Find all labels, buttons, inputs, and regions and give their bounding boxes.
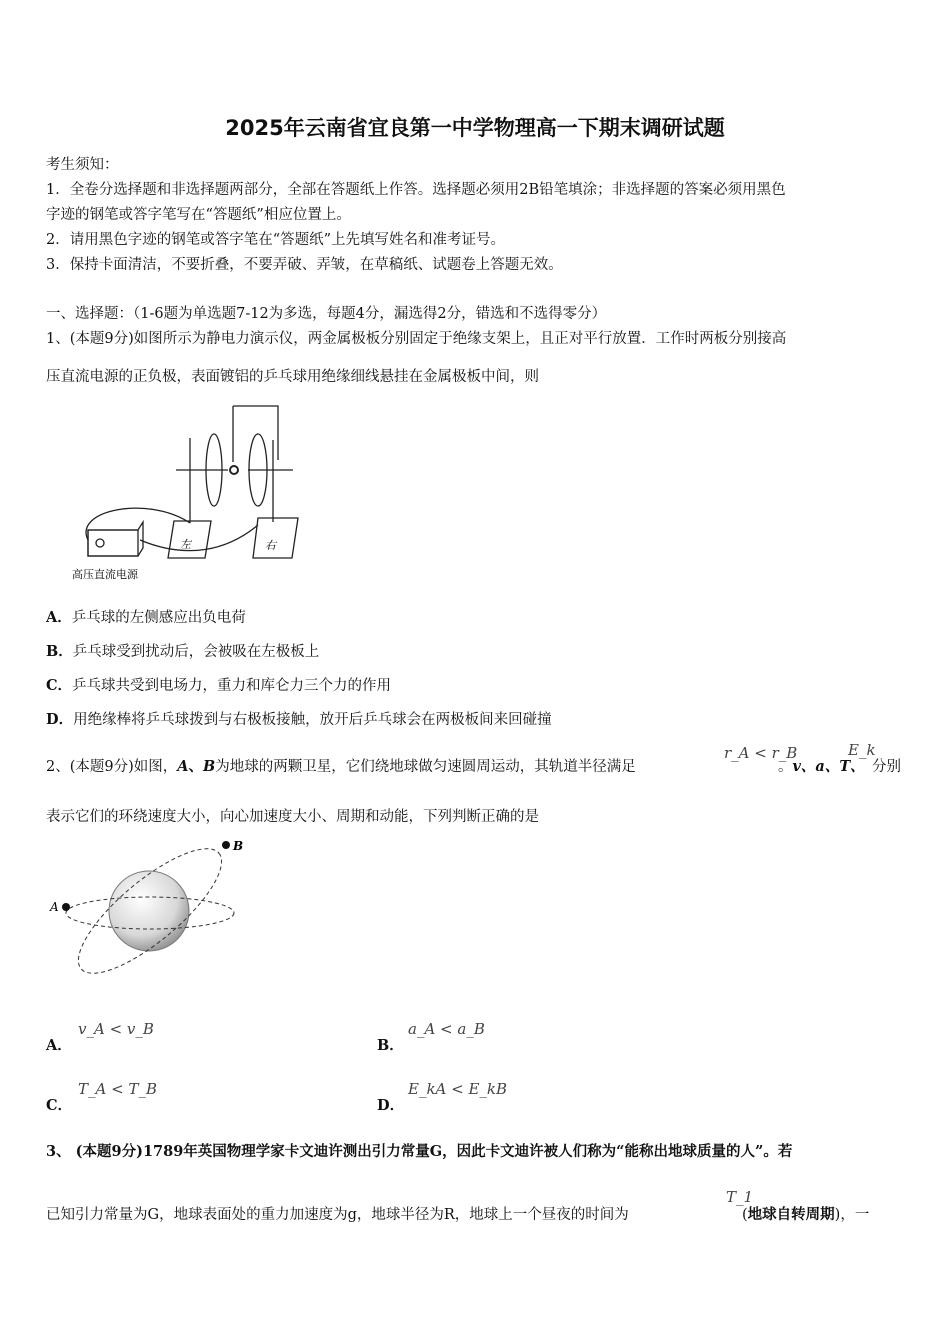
page-title: 2025年云南省宜良第一中学物理高一下期末调研试题 — [225, 116, 725, 140]
q1-option-a-key: A． — [46, 609, 72, 626]
q1-option-b-text: 乒乓球受到扰动后，会被吸在左极板上 — [72, 644, 320, 660]
q2-prefix: 2、(本题9分)如图， — [46, 759, 178, 775]
q2-option-c-formula: T_A < T_B — [78, 1080, 157, 1098]
q1-option-d-key: D． — [46, 711, 74, 728]
notice-item-3: 3．保持卡面清洁，不要折叠，不要弄破、弄皱，在草稿纸、试题卷上答题无效。 — [46, 257, 563, 273]
q1-option-c[interactable] — [46, 674, 391, 695]
electrostatic-demo-figure — [68, 400, 308, 585]
q2-b-var: B — [203, 758, 216, 775]
satellite-b-dot — [222, 841, 230, 849]
q2-period: 。 — [778, 759, 793, 775]
q2-vars: v、a、T、 — [792, 758, 865, 775]
q2-option-d[interactable] — [377, 1094, 404, 1115]
left-plate-label: 左 — [180, 538, 191, 551]
notice-heading: 考生须知： — [46, 157, 119, 173]
satellite-b-label: B — [233, 839, 244, 853]
q2-option-a[interactable] — [46, 1034, 72, 1055]
q3-line2-mid: (地球自转周期)，一 — [742, 1206, 870, 1223]
section-heading: 一、选择题：（1-6题为单选题7-12为多选，每题4分，漏选得2分，错选和不选得零分） — [46, 306, 607, 322]
q3-rotation: 地球自转周期 — [747, 1206, 835, 1223]
q2-option-a-formula: v_A < v_B — [78, 1020, 154, 1038]
q1-option-a-text: 乒乓球的左侧感应出负电荷 — [71, 610, 246, 626]
q2-sep: 、 — [188, 758, 204, 775]
q3-line2-start: 已知引力常量为G，地球表面处的重力加速度为g，地球半径为R，地球上一个昼夜的时间为 — [46, 1207, 629, 1223]
electrostatic-demo-svg — [68, 400, 308, 585]
notice-item-1b: 字迹的钢笔或答字笔写在“答题纸”相应位置上。 — [46, 207, 351, 223]
q3-t1: T_1 — [726, 1188, 754, 1206]
notice-item-1a: 1．全卷分选择题和非选择题两部分，全部在答题纸上作答。选择题必须用2B铅笔填涂；非选择题的答案必须用黑色 — [46, 182, 786, 198]
power-caption: 高压直流电源 — [72, 568, 138, 581]
q1-line1: 1、(本题9分)如图所示为静电力演示仪，两金属极板分别固定于绝缘支架上，且正对平行放置．工作时两板分别接高 — [46, 331, 787, 347]
q2-condition: r_A < r_B — [724, 744, 798, 762]
q3-line1: 3、 (本题9分)1789年英国物理学家卡文迪许测出引力常量G，因此卡文迪许被人们称为“能称出地球质量的人”。若 — [46, 1143, 793, 1160]
q2-option-c-key: C． — [46, 1097, 73, 1114]
satellite-orbit-svg — [46, 835, 246, 985]
q2-tail: 分别 — [872, 759, 901, 775]
q2-option-b-formula: a_A < a_B — [408, 1020, 485, 1038]
q2-option-b[interactable] — [377, 1034, 404, 1055]
q1-option-b-key: B． — [46, 643, 73, 660]
q2-option-a-key: A． — [46, 1037, 72, 1054]
notice-item-2: 2．请用黑色字迹的钢笔或答字笔在“答题纸”上先填写姓名和准考证号。 — [46, 232, 506, 248]
q1-option-b[interactable] — [46, 640, 319, 661]
q2-a-var: A — [177, 758, 189, 775]
q1-option-d[interactable] — [46, 708, 552, 729]
satellite-orbit-figure — [46, 835, 246, 985]
q2-line2: 表示它们的环绕速度大小，向心加速度大小、周期和动能，下列判断正确的是 — [46, 809, 539, 825]
right-plate-label: 右 — [265, 539, 276, 552]
q1-option-d-text: 用绝缘棒将乒乓球拨到与右极板接触，放开后乒乓球会在两极板间来回碰撞 — [73, 712, 552, 728]
q2-middle: 为地球的两颗卫星，它们绕地球做匀速圆周运动，其轨道半径满足 — [215, 759, 636, 775]
q2-option-d-formula: E_kA < E_kB — [408, 1080, 508, 1098]
q1-option-c-text: 乒乓球共受到电场力，重力和库仑力三个力的作用 — [72, 678, 392, 694]
q3-line2-end: ，一 — [840, 1207, 870, 1223]
satellite-a-dot — [62, 903, 70, 911]
q2-option-b-key: B． — [377, 1037, 404, 1054]
satellite-a-label: A — [50, 900, 59, 914]
q1-line2: 压直流电源的正负极，表面镀铝的乒乓球用绝缘细线悬挂在金属极板中间，则 — [46, 369, 539, 385]
q2-ek: E_k — [848, 741, 876, 759]
q1-option-c-key: C． — [46, 677, 73, 694]
earth-icon — [109, 871, 189, 951]
q2-option-c[interactable] — [46, 1094, 72, 1115]
q2-line1 — [46, 755, 636, 776]
q1-option-a[interactable] — [46, 606, 246, 627]
q2-option-d-key: D． — [377, 1097, 405, 1114]
